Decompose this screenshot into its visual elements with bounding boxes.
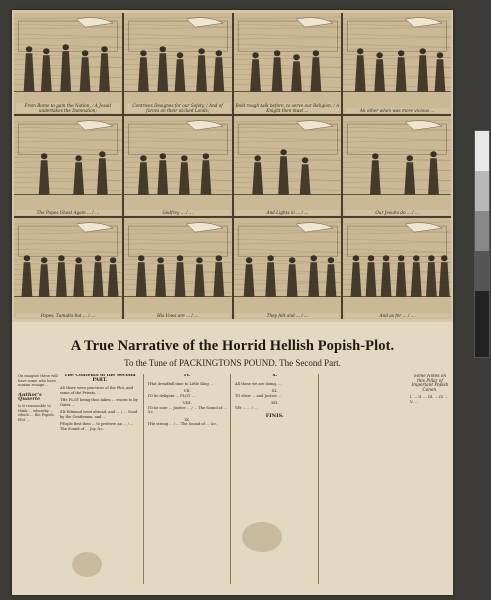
verse: THe strong ... / ... The Sound of ... &c.: [147, 422, 217, 426]
verse-number: IX.: [184, 416, 191, 422]
color-scale-bar: [474, 130, 490, 358]
notes-box-head: Some Notes on this Pillar of Important Popish Canon.: [411, 374, 449, 392]
engraving-scene: [234, 218, 342, 319]
verse: TO be sure ... Justice ... / ... The Sound of ... &c.: [147, 405, 227, 414]
engraving-panel: [234, 13, 342, 114]
verse: PEople first then ... to preferre an ... / ... The Sound of ... Joy, &c.: [60, 422, 134, 431]
verse: All those we are doing, ...: [235, 381, 282, 386]
engraving-panel: [124, 116, 232, 217]
notes-box: [410, 374, 450, 584]
panel-caption: An other when was more vicious ...: [345, 108, 449, 113]
text-section: [12, 322, 453, 595]
verse-number: VIII.: [182, 400, 192, 405]
finis: FINIS.: [265, 413, 284, 419]
panel-caption: Bold rough talk before, to serve our Religion, / A Knight then must ...: [235, 102, 340, 113]
engraving-scene: [124, 218, 232, 319]
verse: THat dreadfull time to Little King ...: [147, 381, 214, 386]
verse: TO shew ... and Justice ...: [235, 393, 282, 398]
column-2: [148, 374, 232, 584]
engraving-scene: [14, 13, 122, 114]
panel-caption: Contrives Designes for our Safety, / And of forces on their wicked Lands;: [126, 103, 230, 113]
engraving-scene: [343, 13, 451, 114]
engraving-panel: [234, 218, 342, 319]
engraving-panel: [124, 13, 232, 114]
verse: TO be deligent ... PLOT ...: [147, 393, 195, 398]
engraving-panel: [343, 218, 451, 319]
engraving-scene: [14, 116, 122, 217]
engraving-panel: [14, 218, 122, 319]
panel-caption: His Vows are ... / ...: [126, 313, 230, 318]
engraving-panel: [343, 116, 451, 217]
engraving-scene: [343, 218, 451, 319]
verse: THe PLOT being thus taken ... sworn to by Oates ...: [60, 398, 138, 407]
panel-caption: And Lights in ... / ...: [236, 210, 340, 215]
engraving-scene: [343, 116, 451, 217]
column-4: [323, 374, 407, 584]
engraving-scene: [234, 116, 342, 217]
left-note-heading: Author's Quaerie: [18, 391, 42, 403]
engraving-panel: [124, 218, 232, 319]
panel-caption: And as for ... / ...: [345, 313, 449, 318]
verse-number: VII.: [183, 388, 191, 393]
engraving-panel: [343, 13, 451, 114]
notes-box-body: I. ... II. ... III. ... IV. ... V. ...: [410, 395, 449, 404]
column-3: [235, 374, 319, 584]
panel-caption: Our Jesuits do ... / ...: [345, 210, 449, 215]
foxing-stain: [72, 552, 102, 577]
engraving-panel: [14, 116, 122, 217]
broadside-sheet: [12, 10, 453, 595]
column-1-head: The Contents of the Second PART.: [64, 374, 136, 383]
verse: YEt ... ... / ...: [235, 405, 258, 410]
column-2-head: IV.: [183, 374, 191, 378]
foxing-stain: [242, 522, 282, 552]
engraved-plates: [12, 10, 453, 322]
page-title: A True Narrative of the Horrid Hellish Popish-Plot.: [70, 338, 395, 354]
verse-number: XI.: [271, 388, 278, 393]
tune-line: To the Tune of PACKINGTONS POUND. The Second Part.: [124, 358, 341, 368]
panel-caption: Godfrey ... / ...: [126, 210, 230, 215]
panel-caption: From Rome to gain the Nation, / A Jesuit undertakes the Damnation;: [16, 103, 120, 113]
engraving-scene: [124, 116, 232, 217]
verse-columns: [60, 374, 406, 584]
engraving-scene: [234, 13, 342, 114]
panel-caption: They felt and ... / ...: [236, 313, 340, 318]
column-1: [60, 374, 144, 584]
left-note-body: Is it reasonable to think ... whereby ... which ... the Popish Plot ...: [18, 403, 54, 422]
panel-caption: The Popes Ghost Again ... / ...: [16, 210, 120, 215]
panel-grid: [14, 13, 451, 319]
panel-caption: Popes, Tumults but ... / ...: [16, 313, 120, 318]
left-note-intro: On imagine these will have some who have noman rouage...: [18, 374, 58, 388]
engraving-panel: [234, 116, 342, 217]
verse: AS there were practices of the Plot, and some of the Priests, ...: [60, 386, 134, 395]
verse-number: XII.: [271, 400, 279, 405]
engraving-panel: [14, 13, 122, 114]
verse: SIr Edmund went abroad, and ... / ... Good by the Gentleman, and ...: [60, 410, 138, 419]
engraving-scene: [124, 13, 232, 114]
engraving-scene: [14, 218, 122, 319]
left-note: [18, 374, 58, 422]
column-3-head: X.: [272, 374, 278, 378]
